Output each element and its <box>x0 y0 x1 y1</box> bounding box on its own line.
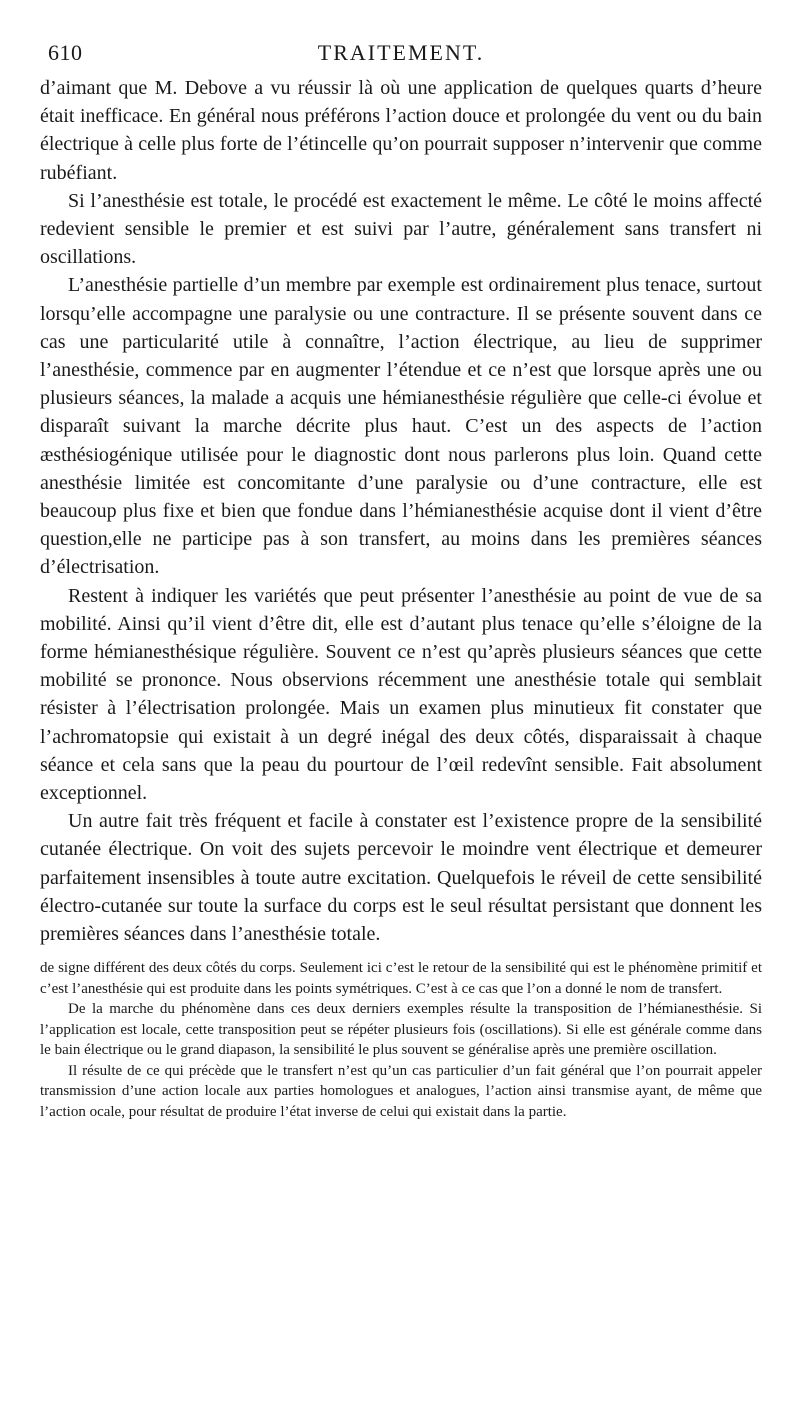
footnote-paragraph: de signe différent des deux côtés du corps. Seulement ici c’est le retour de la sensibilité qui est le phénomène primitif et c’est l’anesthésie qui est produite dans les points symétriques. C’est à ce cas que l’on a donné le nom de transfert. <box>40 960 762 997</box>
footnote-paragraph: Il résulte de ce qui précède que le transfert n’est qu’un cas particulier d’un fait général que l’on pourrait appeler transmission d’une action locale aux parties homologues et analogues, l’action ainsi transmise ayant, de même que l’action ocale, pour résultat de produire l’état inverse de celui qui existait dans la partie. <box>40 1062 762 1120</box>
main-text <box>40 74 762 948</box>
body-paragraph: Restent à indiquer les variétés que peut présenter l’anesthésie au point de vue de sa mobilité. Ainsi qu’il vient d’être dit, elle est d’autant plus tenace qu’elle s’éloigne de la forme hémianesthésique régulière. Souvent ce n’est qu’après plusieurs séances que cette mobilité se prononce. Nous observions récemment une anesthésie totale qui semblait résister à l’électrisation prolongée. Mais un examen plus minutieux fit constater que l’achromatopsie qui existait à un degré inégal des deux côtés, disparaissait à chaque séance et cela sans que la peau du pourtour de l’œil redevînt sensible. Fait absolument exceptionnel. <box>40 584 762 805</box>
footnotes <box>40 958 762 1122</box>
body-paragraph: Un autre fait très fréquent et facile à constater est l’existence propre de la sensibilité cutanée électrique. On voit des sujets percevoir le moindre vent électrique et demeurer parfaitement insensibles à toute autre excitation. Quelquefois le réveil de cette sensibilité électro-cutanée sur toute la surface du corps est le seul résultat persistant que donnent les premières séances dans l’anesthésie totale. <box>40 810 762 946</box>
book-page <box>40 40 762 1380</box>
running-title: TRAITEMENT. <box>317 40 485 65</box>
body-paragraph: d’aimant que M. Debove a vu réussir là où une application de quelques quarts d’heure était inefficace. En général nous préférons l’action douce et prolongée du vent ou du bain électrique à celle plus forte de l’étincelle qu’on pourrait supposer n’intervenir que comme rubéfiant. <box>40 77 762 184</box>
page-number: 610 <box>48 40 83 65</box>
body-paragraph: L’anesthésie partielle d’un membre par exemple est ordinairement plus tenace, surtout lorsqu’elle accompagne une paralysie ou une contracture. Il se présente souvent dans ce cas une particularité utile à connaître, l’action électrique, au lieu de supprimer l’anesthésie, commence par en augmenter l’étendue et ce n’est que lorsque après une ou plusieurs séances, la malade a acquis une hémianesthésie régulière que celle-ci évolue et disparaît suivant la marche décrite plus haut. C’est un des aspects de l’action æsthésiogénique utilisée pour le diagnostic dont nous parlerons plus loin. Quand cette anesthésie limitée est concomitante d’une paralysie ou d’une contracture, elle est beaucoup plus fixe et bien que fondue dans l’hémianesthésie acquise dont il vient d’être question,elle ne participe pas à son transfert, au moins dans les premières séances d’électrisation. <box>40 274 762 579</box>
body-paragraph: Si l’anesthésie est totale, le procédé est exactement le même. Le côté le moins affecté redevient sensible le premier et est suivi par l’autre, généralement sans transfert ni oscillations. <box>40 189 762 269</box>
footnote-paragraph: De la marche du phénomène dans ces deux derniers exemples résulte la transposition de l’hémianesthésie. Si l’application est locale, cette transposition peut se répéter plusieurs fois (oscillations). Si elle est générale comme dans le bain électrique ou le grand diapason, la sensibilité le plus souvent se généralise après une première oscillation. <box>40 1001 762 1059</box>
running-head <box>40 40 762 74</box>
